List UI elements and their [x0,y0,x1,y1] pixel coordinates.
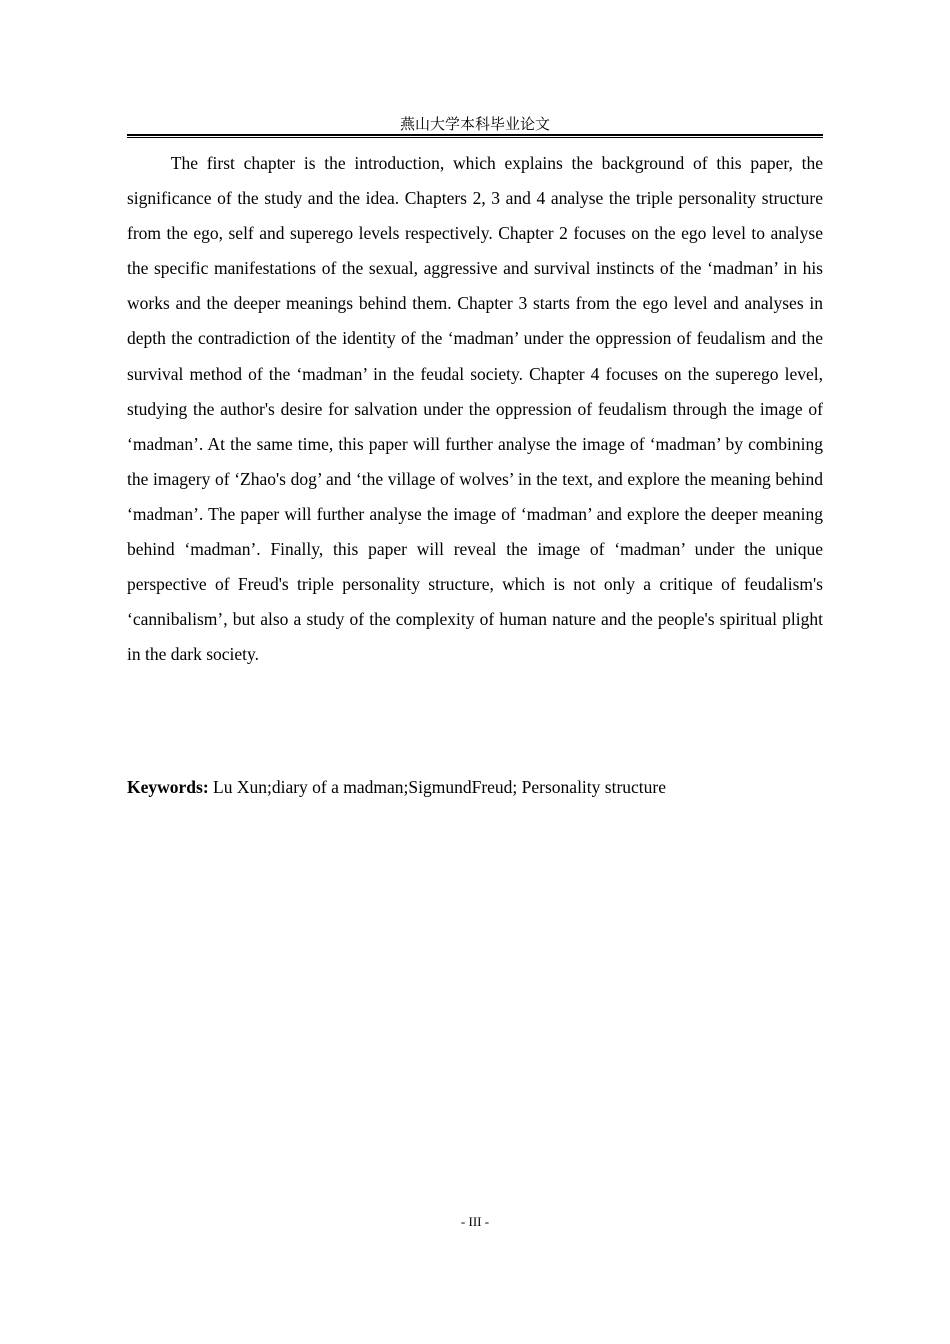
abstract-paragraph: The first chapter is the introduction, which explains the background of this paper, the significance of the study and the idea. Chapters 2, 3 and 4 analyse the triple personality structure from the ego, self and superego levels respectively. Chapter 2 focuses on the ego level to analyse the specific manifestations of the sexual, aggressive and survival instincts of the ‘madman’ in his works and the deeper meanings behind them. Chapter 3 starts from the ego level and analyses in depth the contradiction of the identity of the ‘madman’ under the oppression of feudalism and the survival method of the ‘madman’ in the feudal society. Chapter 4 focuses on the superego level, studying the author's desire for salvation under the oppression of feudalism through the image of ‘madman’. At the same time, this paper will further analyse the image of ‘madman’ by combining the imagery of ‘Zhao's dog’ and ‘the village of wolves’ in the text, and explore the meaning behind ‘madman’. The paper will further analyse the image of ‘madman’ and explore the deeper meaning behind ‘madman’. Finally, this paper will reveal the image of ‘madman’ under the unique perspective of Freud's triple personality structure, which is not only a critique of feudalism's ‘cannibalism’, but also a study of the complexity of human nature and the people's spiritual plight in the dark society. [127,153,823,665]
header-double-rule [127,134,823,138]
keywords-value: Lu Xun;diary of a madman;SigmundFreud; Personality structure [208,777,667,797]
keywords-line [127,773,823,801]
running-header: 燕山大学本科毕业论文 [399,115,550,133]
keywords-label: Keywords: [127,777,209,797]
page-number: - III - [460,1214,490,1229]
